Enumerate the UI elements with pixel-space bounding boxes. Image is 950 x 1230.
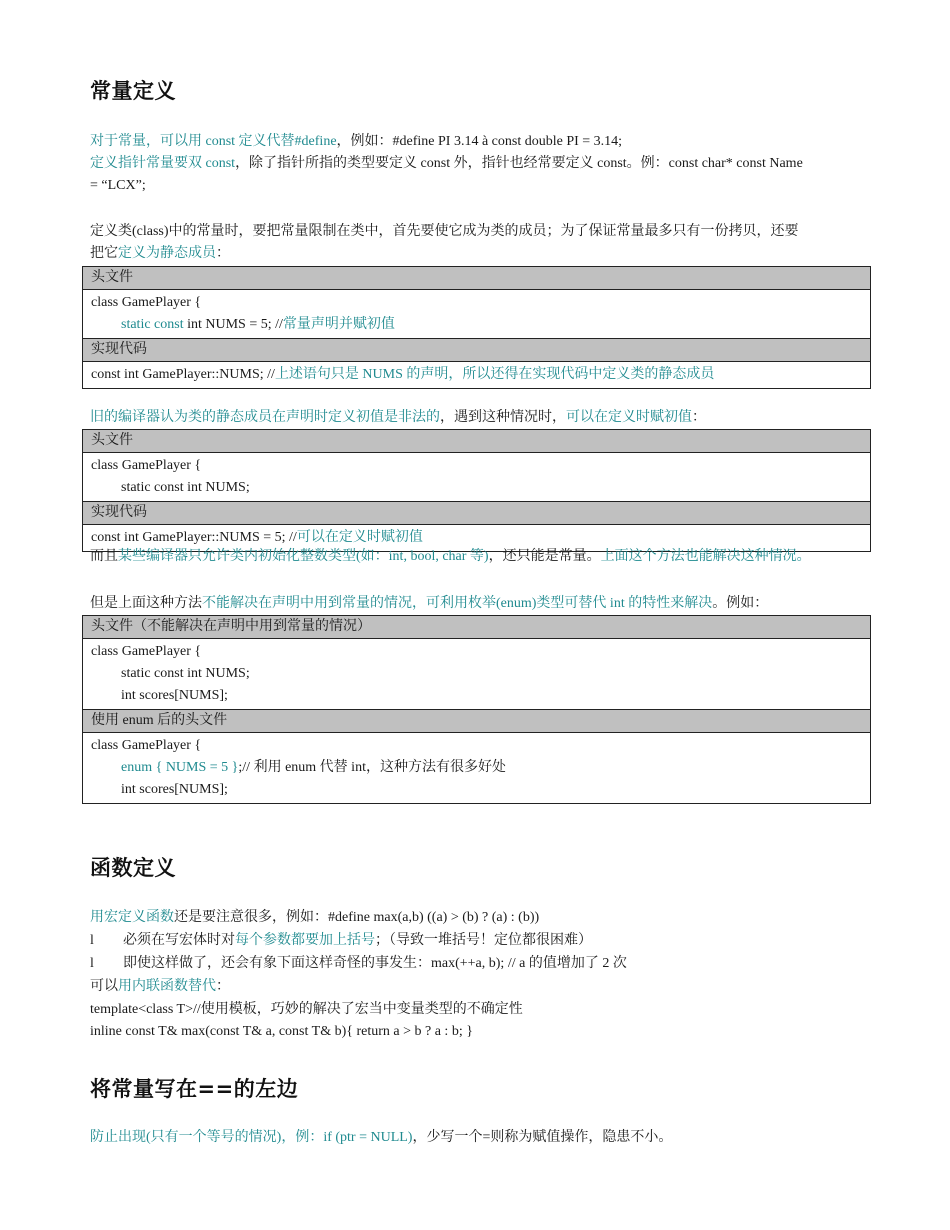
code-text: ;// 利用 enum 代替 int，这种方法有很多好处 <box>238 760 506 775</box>
table-header: 实现代码 <box>83 501 870 525</box>
paragraph-inline <box>90 976 872 998</box>
paragraph-old-compiler <box>90 407 872 429</box>
body-text: ，还只能是常量。 <box>488 549 601 564</box>
code-table-enum <box>82 615 871 804</box>
code-line: class GamePlayer { <box>91 644 202 659</box>
body-text: ，遇到这种情况时， <box>440 410 566 425</box>
body-text: 还是要注意很多，例如：#define max(a,b) ((a) > (b) ? (a) : (b)) <box>174 910 540 925</box>
paragraph-class-const-cont <box>90 243 872 265</box>
bullet-marker: l <box>90 933 94 948</box>
table-body <box>83 362 870 388</box>
body-text: 必须在写宏体时对 <box>123 933 235 948</box>
highlight-text: 用宏定义函数 <box>90 910 174 925</box>
paragraph-pointer-const-cont: = “LCX”; <box>90 178 146 193</box>
paragraph-pointer-const <box>90 153 872 175</box>
highlight-text: static const <box>121 317 184 332</box>
paragraph-class-const: 定义类(class)中的常量时，要把常量限制在类中，首先要使它成为类的成员；为了保证常量最多只有一份拷贝，还要 <box>90 224 799 239</box>
table-header: 头文件 <box>83 267 870 290</box>
table-body <box>83 639 870 709</box>
list-item <box>90 953 872 975</box>
paragraph-const-left <box>90 1127 872 1149</box>
highlight-text: 用内联函数替代 <box>118 979 216 994</box>
body-text: ，除了指针所指的类型要定义 const 外，指针也经常要定义 const。例：const char* const Name <box>235 156 803 171</box>
table-body <box>83 453 870 501</box>
table-header: 使用 enum 后的头文件 <box>83 709 870 733</box>
body-text: 。例如： <box>712 596 769 611</box>
body-text: 可以 <box>90 979 118 994</box>
highlight-text: 可以在定义时赋初值 <box>566 410 692 425</box>
code-line: int scores[NUMS]; <box>121 782 228 797</box>
code-line <box>91 314 862 336</box>
highlight-text: 不能解决在声明中用到常量的情况，可利用枚举(enum)类型可替代 int 的特性来解决 <box>202 596 713 611</box>
code-text: const int GamePlayer::NUMS; // <box>91 367 275 382</box>
code-comment: 常量声明并赋初值 <box>282 317 395 332</box>
body-text: 但是上面这种方法 <box>90 596 202 611</box>
body-text: 把它 <box>90 246 118 261</box>
code-table-static-member <box>82 266 871 389</box>
table-body <box>83 290 870 338</box>
body-text: ： <box>692 410 706 425</box>
highlight-text: 防止出现(只有一个等号的情况)，例：if (ptr = NULL) <box>90 1130 413 1145</box>
code-text: const int GamePlayer::NUMS = 5; // <box>91 530 297 545</box>
body-text: ： <box>216 246 230 261</box>
highlight-text: 定义指针常量要双 const <box>90 156 236 171</box>
body-text: ： <box>216 979 230 994</box>
list-item <box>90 930 872 952</box>
body-text: ，例如：#define PI 3.14 à const double PI = 3.14; <box>336 134 623 149</box>
section-title-functions: 函数定义 <box>90 856 176 880</box>
code-line: static const int NUMS; <box>121 480 250 495</box>
code-table-init-at-definition <box>82 429 871 552</box>
code-line: class GamePlayer { <box>91 295 202 310</box>
highlight-text: 对于常量，可以用 const 定义代替#define <box>90 134 337 149</box>
highlight-text: 旧的编译器认为类的静态成员在声明时定义初值是非法的 <box>90 410 440 425</box>
body-text: ，少写一个=则称为赋值操作，隐患不小。 <box>412 1130 673 1145</box>
paragraph-const-define <box>90 131 872 153</box>
code-text: int NUMS = 5; // <box>183 317 283 332</box>
table-header: 头文件 <box>83 430 870 453</box>
paragraph-enum-hack <box>90 593 872 615</box>
highlight-text: enum { NUMS = 5 } <box>121 760 239 775</box>
code-line: static const int NUMS; <box>121 666 250 681</box>
highlight-text: 上面这个方法也能解决这种情况。 <box>600 549 811 564</box>
code-line: template<class T>//使用模板，巧妙的解决了宏当中变量类型的不确定性 <box>90 1002 523 1017</box>
code-line: class GamePlayer { <box>91 458 202 473</box>
body-text: 即使这样做了，还会有象下面这样奇怪的事发生：max(++a, b); // a 的值增加了 2 次 <box>123 956 627 971</box>
paragraph-macro <box>90 907 872 929</box>
table-header: 头文件（不能解决在声明中用到常量的情况） <box>83 616 870 639</box>
paragraph-integral-types <box>90 546 872 568</box>
body-text: ；（导致一堆括号！定位都很困难） <box>375 933 592 948</box>
table-header: 实现代码 <box>83 338 870 362</box>
code-line: class GamePlayer { <box>91 738 202 753</box>
code-comment: 上述语句只是 NUMS 的声明，所以还得在实现代码中定义类的静态成员 <box>274 367 715 382</box>
code-line: int scores[NUMS]; <box>121 688 228 703</box>
code-line <box>91 757 862 779</box>
code-comment: 可以在定义时赋初值 <box>296 530 423 545</box>
code-line <box>91 364 862 386</box>
table-body <box>83 733 870 803</box>
highlight-text: 每个参数都要加上括号 <box>235 933 375 948</box>
highlight-text: 定义为静态成员 <box>118 246 216 261</box>
bullet-marker: l <box>90 956 94 971</box>
body-text: 而且 <box>90 549 118 564</box>
code-line: inline const T& max(const T& a, const T& b){ return a > b ? a : b; } <box>90 1024 473 1039</box>
highlight-text: 某些编译器只允许类内初始化整数类型(如：int, bool, char 等) <box>118 549 489 564</box>
section-title-constants: 常量定义 <box>90 79 176 103</box>
section-title-const-left: 将常量写在==的左边 <box>90 1077 299 1101</box>
